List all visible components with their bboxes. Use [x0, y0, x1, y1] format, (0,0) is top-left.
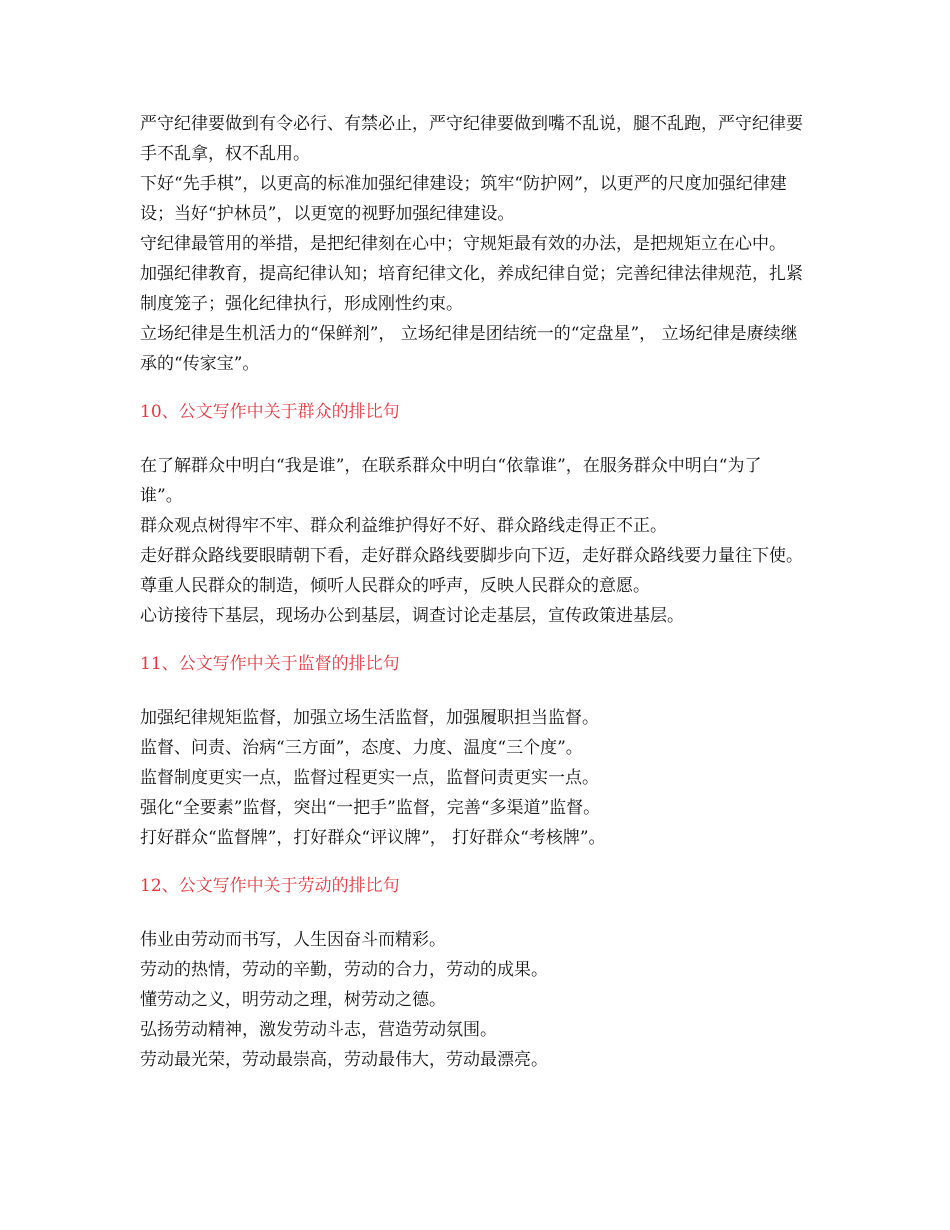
paragraph: 下好“先手棋”，以更高的标准加强纪律建设；筑牢“防护网”，以更严的尺度加强纪律建设；当好“护林员”，以更宽的视野加强纪律建设。 [140, 174, 787, 224]
section-heading: 12、公文写作中关于劳动的排比句 [140, 876, 400, 896]
paragraph: 监督、问责、治病“三方面”，态度、力度、温度“三个度”。 [140, 738, 583, 758]
paragraph: 走好群众路线要眼睛朝下看，走好群众路线要脚步向下迈，走好群众路线要力量往下使。 [140, 546, 803, 566]
section-labor [140, 871, 804, 1075]
paragraph: 劳动的热情，劳动的辛勤，劳动的合力，劳动的成果。 [140, 960, 548, 980]
section-crowd [140, 397, 804, 631]
paragraph: 在了解群众中明白“我是谁”，在联系群众中明白“依靠谁”，在服务群众中明白“为了谁”。 [140, 456, 762, 506]
document-body [140, 109, 804, 1075]
paragraph: 打好群众“监督牌”，打好群众“评议牌”， 打好群众“考核牌”。 [140, 828, 606, 848]
section-heading: 11、公文写作中关于监督的排比句 [140, 654, 400, 674]
paragraph: 加强纪律规矩监督，加强立场生活监督，加强履职担当监督。 [140, 708, 599, 728]
paragraph: 群众观点树得牢不牢、群众利益维护得好不好、群众路线走得正不正。 [140, 516, 667, 536]
paragraph: 尊重人民群众的制造，倾听人民群众的呼声，反映人民群众的意愿。 [140, 576, 650, 596]
section-supervision [140, 649, 804, 853]
paragraph: 弘扬劳动精神，激发劳动斗志，营造劳动氛围。 [140, 1020, 497, 1040]
paragraph: 伟业由劳动而书写，人生因奋斗而精彩。 [140, 930, 446, 950]
paragraph: 加强纪律教育，提高纪律认知；培育纪律文化，养成纪律自觉；完善纪律法律规范，扎紧制度笼子；强化纪律执行，形成刚性约束。 [140, 264, 803, 314]
paragraph: 心访接待下基层，现场办公到基层，调查讨论走基层，宣传政策进基层。 [140, 606, 684, 626]
intro-paragraphs [140, 109, 804, 379]
paragraph: 守纪律最管用的举措，是把纪律刻在心中；守规矩最有效的办法，是把规矩立在心中。 [140, 234, 786, 254]
section-heading: 10、公文写作中关于群众的排比句 [140, 402, 400, 422]
paragraph: 懂劳动之义，明劳动之理，树劳动之德。 [140, 990, 446, 1010]
paragraph: 立场纪律是生机活力的“保鲜剂”， 立场纪律是团结统一的“定盘星”， 立场纪律是赓续继承的“传家宝”。 [140, 324, 798, 374]
paragraph: 劳动最光荣，劳动最崇高，劳动最伟大，劳动最漂亮。 [140, 1050, 548, 1070]
paragraph: 监督制度更实一点，监督过程更实一点，监督问责更实一点。 [140, 768, 599, 788]
paragraph: 严守纪律要做到有令必行、有禁必止，严守纪律要做到嘴不乱说，腿不乱跑，严守纪律要手不乱拿，权不乱用。 [140, 114, 803, 164]
paragraph: 强化“全要素”监督，突出“一把手”监督，完善“多渠道”监督。 [140, 798, 601, 818]
